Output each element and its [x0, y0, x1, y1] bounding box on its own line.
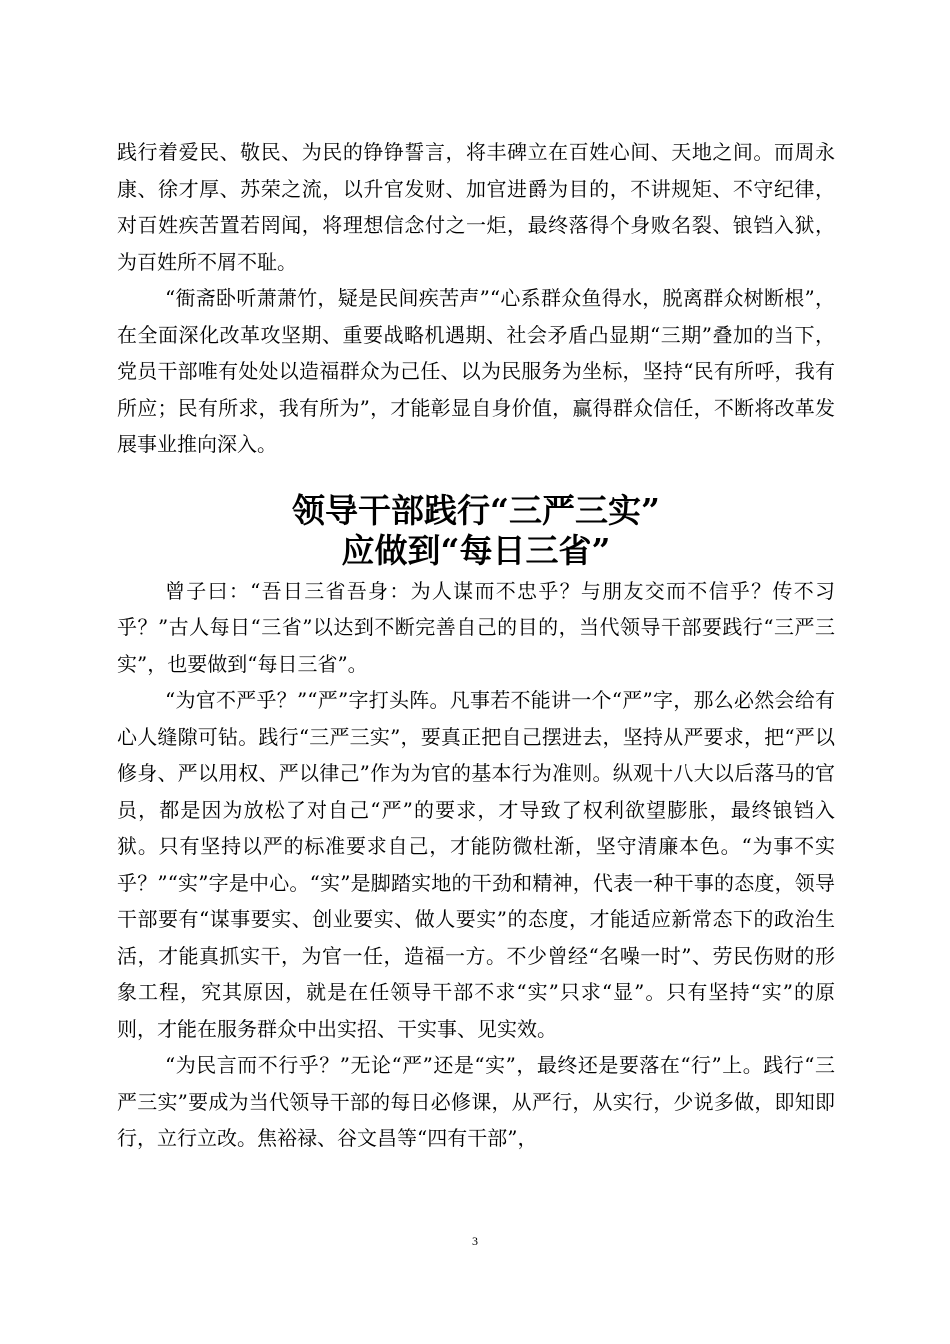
article-title-line-1: 领导干部践行“三严三实” — [292, 490, 660, 530]
paragraph-quote-bamboo: “衙斋卧听萧萧竹，疑是民间疾苦声”“心系群众鱼得水，脱离群众树断根”，在全面深化改革攻坚期、重要战略机遇期、社会矛盾凸显期“三期”叠加的当下，党员干部唯有处处以造福群众为己任、以为民服务为坐标，坚持“民有所呼，我有所应；民有所求，我有所为”，才能彰显自身价值，赢得群众信任，不断将改革发展事业推向深入。 — [117, 286, 835, 456]
article-title-line-2: 应做到“每日三省” — [341, 530, 611, 570]
paragraph-zengzi: 曾子曰：“吾日三省吾身：为人谋而不忠乎？与朋友交而不信乎？传不习乎？”古人每日“三省”以达到不断完善自己的目的，当代领导干部要践行“三严三实”，也要做到“每日三省”。 — [117, 578, 835, 676]
page-number: 3 — [472, 1234, 478, 1248]
article-title — [117, 491, 835, 571]
paragraph-xing: “为民言而不行乎？”无论“严”还是“实”，最终还是要落在“行”上。践行“三严三实”要成为当代领导干部的每日必修课，从严行，从实行，少说多做，即知即行，立行立改。焦裕禄、谷文昌等“四有干部”， — [117, 1053, 835, 1150]
document-page — [117, 134, 835, 1157]
paragraph-continuation: 践行着爱民、敬民、为民的铮铮誓言，将丰碑立在百姓心间、天地之间。而周永康、徐才厚、苏荣之流，以升官发财、加官进爵为目的，不讲规矩、不守纪律，对百姓疾苦置若罔闻，将理想信念付之一炬，最终落得个身败名裂、锒铛入狱，为百姓所不屑不耻。 — [117, 140, 835, 274]
paragraph-yan-shi: “为官不严乎？”“严”字打头阵。凡事若不能讲一个“严”字，那么必然会给有心人缝隙可钻。践行“三严三实”，要真正把自己摆进去，坚持从严要求，把“严以修身、严以用权、严以律己”作为为官的基本行为准则。纵观十八大以后落马的官员，都是因为放松了对自己“严”的要求，才导致了权利欲望膨胀，最终锒铛入狱。只有坚持以严的标准要求自己，才能防微杜渐，坚守清廉本色。“为事不实乎？”“实”字是中心。“实”是脚踏实地的干劲和精神，代表一种干事的态度，领导干部要有“谋事要实、创业要实、做人要实”的态度，才能适应新常态下的政治生活，才能真抓实干，为官一任，造福一方。不少曾经“名噪一时”、劳民伤财的形象工程，究其原因，就是在任领导干部不求“实”只求“显”。只有坚持“实”的原则，才能在服务群众中出实招、干实事、见实效。 — [117, 688, 835, 1041]
